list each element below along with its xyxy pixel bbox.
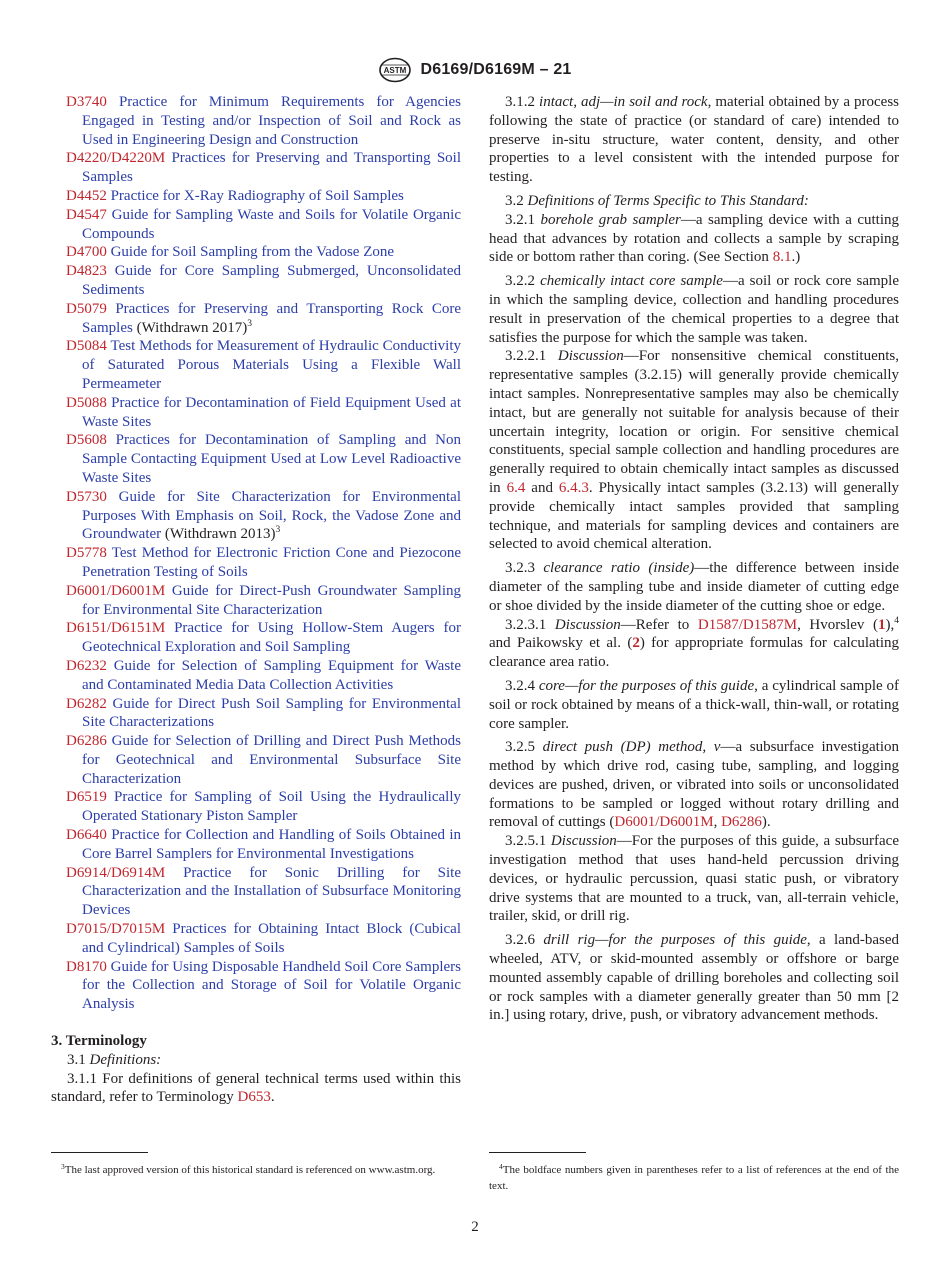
link-d6001[interactable]: D6001/D6001M bbox=[614, 814, 714, 831]
link-d6286[interactable]: D6286 bbox=[721, 814, 762, 831]
reference-item bbox=[51, 187, 461, 206]
reference-item bbox=[51, 695, 461, 733]
reference-title-link[interactable]: Practice for Decontamination of Field Equipment Used at Waste Sites bbox=[82, 394, 461, 430]
reference-code-link[interactable]: D6282 bbox=[66, 695, 107, 712]
para-3-2-5-1: 3.2.5.1 Discussion—For the purposes of this guide, a subsurface investigation method that uses hand-held percussion driving devices, or hydraulic percussion, quasi static push, or vibratory drive systems that are mounted to a truck, van, all-terrain vehicle, trailer, skid, or drill rig. bbox=[489, 833, 899, 925]
reference-item bbox=[51, 826, 461, 864]
reference-item bbox=[51, 788, 461, 826]
reference-item bbox=[51, 337, 461, 393]
reference-title-link[interactable]: Practices for Preserving and Transporting Rock Core Samples bbox=[82, 300, 462, 336]
reference-code-link[interactable]: D6286 bbox=[66, 733, 107, 750]
para-3-2-4: 3.2.4 core—for the purposes of this guide, a cylindrical sample of soil or rock obtained by means of a thick-wall, thin-wall, or rotating core sampler. bbox=[489, 677, 899, 732]
reference-title-link[interactable]: Guide for Site Characterization for Environmental Purposes With Emphasis on Soil, Rock, the Vadose Zone and Groundwater bbox=[82, 488, 462, 543]
reference-item bbox=[51, 300, 461, 338]
reference-code-link[interactable]: D4220/D4220M bbox=[66, 150, 166, 167]
page-header bbox=[0, 56, 950, 84]
reference-title-link[interactable]: Practice for Minimum Requirements for Agencies Engaged in Testing and/or Inspection of Soil and Rock as Used in Engineering Design and Construction bbox=[82, 94, 461, 148]
para-3-2-3-1: 3.2.3.1 Discussion—Refer to D1587/D1587M, Hvorslev (1),$^4$ and Paikowsky et al. (2) for appropriate formulas for calculating clearance area ratio. bbox=[489, 615, 900, 671]
reference-code-link[interactable]: D6640 bbox=[66, 827, 107, 844]
reference-title-link[interactable]: Test Method for Electronic Friction Cone and Piezocone Penetration Testing of Soils bbox=[82, 545, 461, 580]
reference-code-link[interactable]: D5730 bbox=[66, 488, 107, 505]
reference-item bbox=[51, 149, 461, 187]
reference-item bbox=[51, 732, 461, 788]
reference-item bbox=[51, 93, 461, 149]
reference-code-link[interactable]: D4823 bbox=[66, 263, 107, 280]
reference-title-link[interactable]: Guide for Direct Push Soil Sampling for Environmental Site Characterizations bbox=[82, 695, 462, 731]
link-d653[interactable]: D653 bbox=[237, 1089, 271, 1106]
reference-code-link[interactable]: D8170 bbox=[66, 958, 107, 975]
astm-logo-icon bbox=[378, 57, 412, 83]
reference-title-link[interactable]: Practice for X-Ray Radiography of Soil Samples bbox=[110, 187, 404, 204]
reference-code-link[interactable]: D6001/D6001M bbox=[66, 582, 166, 599]
reference-code-link[interactable]: D5608 bbox=[66, 432, 107, 449]
right-column bbox=[489, 93, 899, 1025]
para-3-1: 3.1 Definitions: bbox=[67, 1051, 162, 1068]
para-3-2-3: 3.2.3 clearance ratio (inside)—the difference between inside diameter of the sampling tube and inside diameter of cutting edge or shoe divided by the inside diameter of the cutting shoe or edge. bbox=[489, 560, 899, 614]
reference-code-link[interactable]: D4452 bbox=[66, 187, 107, 204]
reference-item bbox=[51, 262, 461, 300]
reference-item bbox=[51, 619, 461, 657]
reference-code-link[interactable]: D6519 bbox=[66, 789, 107, 806]
reference-title-link[interactable]: Guide for Direct-Push Groundwater Sampling for Environmental Site Characterization bbox=[82, 582, 462, 618]
reference-title-link[interactable]: Practice for Collection and Handling of Soils Obtained in Core Barrel Samplers for Environmental Investigations bbox=[82, 827, 461, 862]
link-section-8-1[interactable]: 8.1 bbox=[772, 249, 792, 266]
reference-code-link[interactable]: D7015/D7015M bbox=[66, 921, 166, 938]
withdrawn-note: (Withdrawn 2013)$^3$ bbox=[164, 525, 281, 543]
left-column bbox=[51, 93, 461, 1107]
reference-item bbox=[51, 394, 461, 432]
reference-item bbox=[51, 243, 461, 262]
reference-title-link[interactable]: Guide for Sampling Waste and Soils for Volatile Organic Compounds bbox=[82, 206, 461, 242]
reference-code-link[interactable]: D3740 bbox=[66, 94, 107, 110]
reference-item bbox=[51, 657, 461, 695]
reference-1-link[interactable]: 1 bbox=[878, 616, 886, 633]
para-3-2-2: 3.2.2 chemically intact core sample—a soil or rock core sample in which the sampling device, collection and handling procedures result in preservation of the chemical properties to a degree that satisfies the purpose for which the sample was taken. bbox=[489, 273, 900, 346]
footnote-4-marker: 4 bbox=[894, 615, 899, 626]
reference-2-link[interactable]: 2 bbox=[632, 635, 640, 652]
document-id: D6169/D6169M – 21 bbox=[420, 61, 572, 78]
page-number: 2 bbox=[471, 1219, 479, 1235]
footnote-3-marker: 3 bbox=[247, 318, 252, 329]
reference-code-link[interactable]: D5084 bbox=[66, 338, 107, 355]
reference-title-link[interactable]: Practices for Decontamination of Sampling and Non Sample Contacting Equipment Used at Low Level Radioactive Waste Sites bbox=[82, 432, 462, 486]
reference-title-link[interactable]: Guide for Soil Sampling from the Vadose Zone bbox=[110, 244, 395, 261]
footnote-3: $^3$The last approved version of this historical standard is referenced on www.astm.org. bbox=[61, 1162, 436, 1176]
reference-title-link[interactable]: Practices for Preserving and Transporting Soil Samples bbox=[82, 150, 462, 186]
footnote-4: $^4$The boldface numbers given in parentheses refer to a list of references at the end of the text. bbox=[489, 1162, 899, 1192]
reference-item bbox=[51, 920, 461, 958]
reference-item bbox=[51, 544, 461, 582]
link-d1587[interactable]: D1587/D1587M bbox=[697, 616, 798, 633]
footnote-rule-left bbox=[51, 1152, 148, 1153]
reference-item bbox=[51, 582, 461, 620]
reference-code-link[interactable]: D5079 bbox=[66, 300, 107, 317]
reference-item bbox=[51, 431, 461, 487]
reference-code-link[interactable]: D5088 bbox=[66, 394, 107, 411]
link-6-4-3[interactable]: 6.4.3 bbox=[558, 479, 589, 496]
reference-item bbox=[51, 206, 461, 244]
reference-item bbox=[51, 488, 461, 544]
para-3-2-1: 3.2.1 borehole grab sampler—a sampling device with a cutting head that advances by rotation and collects a sample by scraping side or bottom rather than coring. (See Section 8.1.) bbox=[489, 211, 900, 266]
para-3-1-2: 3.1.2 intact, adj—in soil and rock, material obtained by a process following the state of practice (or standard of care) intended to preserve in-situ structure, water content, density, and other properties to a level consistent with the intended purpose for testing. bbox=[489, 94, 900, 186]
footnote-3-marker: 3 bbox=[275, 525, 281, 536]
reference-title-link[interactable]: Practices for Obtaining Intact Block (Cubical and Cylindrical) Samples of Soils bbox=[82, 921, 462, 956]
withdrawn-note: (Withdrawn 2017)$^3$ bbox=[136, 318, 252, 336]
section-heading-terminology: 3. Terminology bbox=[51, 1033, 147, 1050]
para-3-2-2-1: 3.2.2.1 Discussion—For nonsensitive chemical constituents, representative samples (3.2.15) will generally provide chemically intact samples. Nonrepresentative samples may also be chemically intact, but are generally not suitable for analysis because of their uncertain integrity, location or origin. For sensitive chemical constituents, special sample collection and handling procedures are generally required to obtain chemically intact samples as discussed in 6.4 and 6.4.3. Physically intact samples (3.2.13) will generally provide chemically intact samples provided that sampling technique, and materials for sampling devices and containers are selected to avoid chemical alteration. bbox=[489, 348, 900, 553]
para-3-2-5: 3.2.5 direct push (DP) method, v—a subsurface investigation method by which drive rod, casing tube, sampling, and logging devices are pushed, driven, or vibrated into soils or unconsolidated formations to be sampled or logged without rotary drilling and removal of cuttings (D6001/D6001M, D6286). bbox=[489, 739, 899, 831]
footnote-rule-right bbox=[489, 1152, 586, 1153]
para-3-2-6: 3.2.6 drill rig—for the purposes of this guide, a land-based wheeled, ATV, or skid-mounted assembly or offshore or barge mounted assembly capable of drilling boreholes and collecting soil or rock samples with a diameter generally greater than 50 mm [2 in.] using rotary, drive, push, or vibratory advancement methods. bbox=[489, 932, 899, 1024]
referenced-documents-list bbox=[51, 93, 461, 1014]
para-3-2: 3.2 Definitions of Terms Specific to This Standard: bbox=[505, 192, 809, 209]
svg-text:ASTM: ASTM bbox=[384, 66, 407, 75]
reference-title-link[interactable]: Practice for Sampling of Soil Using the Hydraulically Operated Stationary Piston Sampler bbox=[82, 789, 462, 825]
para-3-1-1: 3.1.1 For definitions of general technical terms used within this standard, refer to Terminology D653. bbox=[51, 1070, 462, 1106]
reference-title-link[interactable]: Guide for Using Disposable Handheld Soil Core Samplers for the Collection and Storage of Soil for Volatile Organic Analysis bbox=[82, 958, 462, 1013]
reference-code-link[interactable]: D4547 bbox=[66, 206, 107, 223]
reference-code-link[interactable]: D6151/D6151M bbox=[66, 620, 166, 637]
reference-code-link[interactable]: D5778 bbox=[66, 545, 107, 562]
reference-item bbox=[51, 958, 461, 1014]
reference-title-link[interactable]: Practice for Using Hollow-Stem Augers for Geotechnical Exploration and Soil Sampling bbox=[82, 620, 462, 656]
reference-title-link[interactable]: Guide for Selection of Sampling Equipment for Waste and Contaminated Media Data Collection Activities bbox=[82, 657, 461, 693]
reference-code-link[interactable]: D4700 bbox=[66, 244, 107, 261]
reference-item bbox=[51, 864, 461, 920]
reference-code-link[interactable]: D6914/D6914M bbox=[66, 864, 166, 881]
reference-title-link[interactable]: Guide for Selection of Drilling and Direct Push Methods for Geotechnical and Environmental Subsurface Site Characterization bbox=[82, 733, 462, 787]
reference-title-link[interactable]: Guide for Core Sampling Submerged, Unconsolidated Sediments bbox=[82, 263, 461, 298]
link-6-4[interactable]: 6.4 bbox=[506, 479, 526, 496]
reference-code-link[interactable]: D6232 bbox=[66, 657, 107, 674]
reference-title-link[interactable]: Practice for Sonic Drilling for Site Characterization and the Installation of Subsurface Monitoring Devices bbox=[82, 864, 461, 919]
reference-title-link[interactable]: Test Methods for Measurement of Hydraulic Conductivity of Saturated Porous Materials Using a Flexible Wall Permeameter bbox=[82, 338, 461, 392]
